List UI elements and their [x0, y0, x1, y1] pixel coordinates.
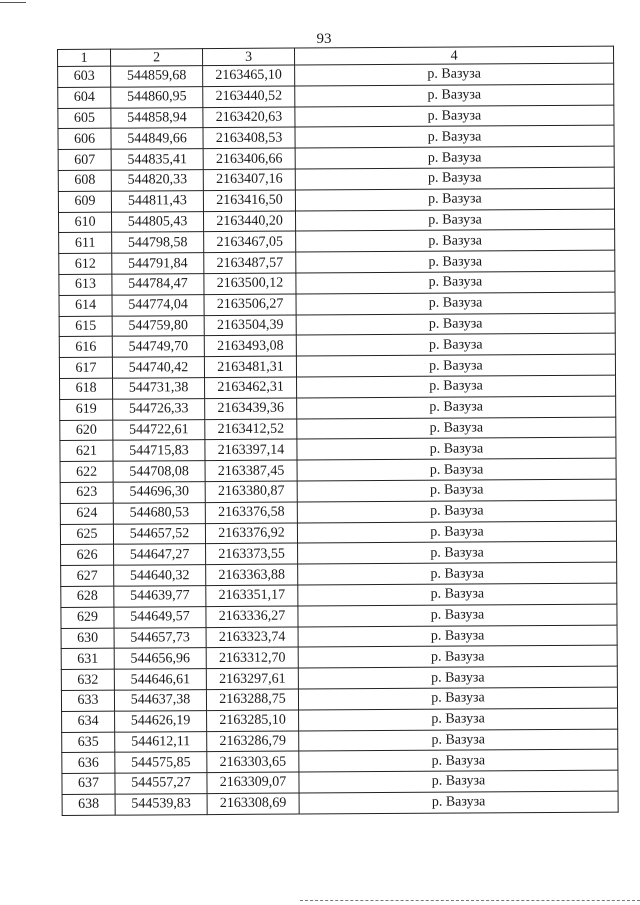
description-cell: р. Вазуза [299, 708, 618, 731]
point-number-cell: 636 [62, 752, 115, 773]
x-coordinate-cell: 544858,94 [111, 107, 203, 128]
point-number-cell: 607 [58, 149, 111, 170]
description-cell: р. Вазуза [297, 417, 616, 440]
table-body [58, 63, 619, 815]
column-header: 1 [58, 49, 111, 66]
x-coordinate-cell: 544811,43 [111, 190, 203, 211]
y-coordinate-cell: 2163376,92 [205, 523, 297, 544]
y-coordinate-cell: 2163493,08 [204, 335, 296, 356]
description-cell: р. Вазуза [296, 354, 615, 377]
description-cell: р. Вазуза [296, 313, 615, 336]
point-number-cell: 610 [58, 212, 111, 233]
point-number-cell: 628 [61, 586, 114, 607]
y-coordinate-cell: 2163406,66 [203, 148, 295, 169]
description-cell: р. Вазуза [296, 292, 615, 315]
description-cell: р. Вазуза [297, 458, 616, 481]
description-cell: р. Вазуза [298, 604, 617, 627]
point-number-cell: 626 [61, 544, 114, 565]
column-header: 3 [203, 48, 295, 66]
table-container [57, 46, 618, 816]
x-coordinate-cell: 544740,42 [112, 357, 204, 378]
x-coordinate-cell: 544835,41 [111, 149, 203, 170]
x-coordinate-cell: 544798,58 [112, 232, 204, 253]
column-header: 4 [294, 46, 613, 65]
description-cell: р. Вазуза [298, 645, 617, 668]
y-coordinate-cell: 2163297,61 [206, 668, 298, 689]
x-coordinate-cell: 544696,30 [113, 482, 205, 503]
x-coordinate-cell: 544640,32 [114, 565, 206, 586]
y-coordinate-cell: 2163407,16 [203, 169, 295, 190]
description-cell: р. Вазуза [295, 146, 614, 169]
x-coordinate-cell: 544859,68 [111, 66, 203, 87]
x-coordinate-cell: 544715,83 [113, 440, 205, 461]
y-coordinate-cell: 2163387,45 [205, 460, 297, 481]
y-coordinate-cell: 2163439,36 [205, 398, 297, 419]
bottom-rule [300, 900, 640, 901]
x-coordinate-cell: 544657,52 [113, 523, 205, 544]
description-cell: р. Вазуза [296, 333, 615, 356]
x-coordinate-cell: 544805,43 [111, 211, 203, 232]
point-number-cell: 614 [59, 295, 112, 316]
description-cell: р. Вазуза [295, 63, 614, 86]
y-coordinate-cell: 2163303,65 [207, 751, 299, 772]
y-coordinate-cell: 2163380,87 [205, 481, 297, 502]
description-cell: р. Вазуза [297, 375, 616, 398]
y-coordinate-cell: 2163440,20 [203, 211, 295, 232]
point-number-cell: 624 [60, 503, 113, 524]
description-cell: р. Вазуза [299, 729, 618, 752]
y-coordinate-cell: 2163286,79 [207, 731, 299, 752]
x-coordinate-cell: 544647,27 [114, 544, 206, 565]
description-cell: р. Вазуза [295, 209, 614, 232]
x-coordinate-cell: 544539,83 [115, 793, 207, 814]
y-coordinate-cell: 2163308,69 [207, 793, 299, 814]
point-number-cell: 629 [61, 607, 114, 628]
x-coordinate-cell: 544646,61 [114, 669, 206, 690]
y-coordinate-cell: 2163500,12 [204, 273, 296, 294]
y-coordinate-cell: 2163416,50 [203, 190, 295, 211]
point-number-cell: 622 [60, 461, 113, 482]
y-coordinate-cell: 2163288,75 [206, 689, 298, 710]
description-cell: р. Вазуза [299, 791, 618, 814]
y-coordinate-cell: 2163309,07 [207, 772, 299, 793]
y-coordinate-cell: 2163351,17 [206, 585, 298, 606]
x-coordinate-cell: 544708,08 [113, 461, 205, 482]
point-number-cell: 605 [58, 108, 111, 129]
description-cell: р. Вазуза [298, 583, 617, 606]
y-coordinate-cell: 2163336,27 [206, 606, 298, 627]
description-cell: р. Вазуза [298, 666, 617, 689]
description-cell: р. Вазуза [298, 687, 617, 710]
description-cell: р. Вазуза [297, 500, 616, 523]
description-cell: р. Вазуза [295, 188, 614, 211]
point-number-cell: 618 [60, 378, 113, 399]
point-number-cell: 621 [60, 441, 113, 462]
point-number-cell: 611 [59, 233, 112, 254]
point-number-cell: 623 [60, 482, 113, 503]
point-number-cell: 609 [58, 191, 111, 212]
point-number-cell: 613 [59, 274, 112, 295]
x-coordinate-cell: 544557,27 [115, 773, 207, 794]
x-coordinate-cell: 544820,33 [111, 170, 203, 191]
table-row [62, 791, 618, 815]
point-number-cell: 606 [58, 129, 111, 150]
x-coordinate-cell: 544749,70 [112, 336, 204, 357]
x-coordinate-cell: 544849,66 [111, 128, 203, 149]
point-number-cell: 617 [59, 357, 112, 378]
point-number-cell: 635 [62, 732, 115, 753]
y-coordinate-cell: 2163467,05 [204, 231, 296, 252]
point-number-cell: 603 [58, 66, 111, 87]
y-coordinate-cell: 2163440,52 [203, 86, 295, 107]
x-coordinate-cell: 544649,57 [114, 606, 206, 627]
y-coordinate-cell: 2163506,27 [204, 294, 296, 315]
x-coordinate-cell: 544612,11 [115, 731, 207, 752]
x-coordinate-cell: 544731,38 [113, 378, 205, 399]
description-cell: р. Вазуза [299, 749, 618, 772]
description-cell: р. Вазуза [296, 271, 615, 294]
y-coordinate-cell: 2163408,53 [203, 127, 295, 148]
x-coordinate-cell: 544860,95 [111, 86, 203, 107]
point-number-cell: 615 [59, 316, 112, 337]
x-coordinate-cell: 544784,47 [112, 274, 204, 295]
description-cell: р. Вазуза [296, 250, 615, 273]
y-coordinate-cell: 2163487,57 [204, 252, 296, 273]
x-coordinate-cell: 544722,61 [113, 419, 205, 440]
point-number-cell: 631 [61, 648, 114, 669]
description-cell: р. Вазуза [297, 437, 616, 460]
x-coordinate-cell: 544791,84 [112, 253, 204, 274]
point-number-cell: 630 [61, 628, 114, 649]
y-coordinate-cell: 2163312,70 [206, 647, 298, 668]
x-coordinate-cell: 544639,77 [114, 586, 206, 607]
y-coordinate-cell: 2163285,10 [207, 710, 299, 731]
x-coordinate-cell: 544759,80 [112, 315, 204, 336]
y-coordinate-cell: 2163397,14 [205, 439, 297, 460]
y-coordinate-cell: 2163462,31 [205, 377, 297, 398]
y-coordinate-cell: 2163376,58 [205, 502, 297, 523]
corner-rule [0, 2, 26, 3]
description-cell: р. Вазуза [297, 479, 616, 502]
description-cell: р. Вазуза [298, 625, 617, 648]
point-number-cell: 620 [60, 420, 113, 441]
x-coordinate-cell: 544657,73 [114, 627, 206, 648]
description-cell: р. Вазуза [295, 84, 614, 107]
y-coordinate-cell: 2163465,10 [203, 65, 295, 86]
x-coordinate-cell: 544637,38 [114, 690, 206, 711]
point-number-cell: 632 [61, 669, 114, 690]
y-coordinate-cell: 2163481,31 [204, 356, 296, 377]
description-cell: р. Вазуза [297, 396, 616, 419]
y-coordinate-cell: 2163412,52 [205, 419, 297, 440]
point-number-cell: 616 [59, 337, 112, 358]
description-cell: р. Вазуза [297, 521, 616, 544]
description-cell: р. Вазуза [298, 562, 617, 585]
x-coordinate-cell: 544774,04 [112, 294, 204, 315]
x-coordinate-cell: 544656,96 [114, 648, 206, 669]
point-number-cell: 633 [61, 690, 114, 711]
description-cell: р. Вазуза [295, 167, 614, 190]
description-cell: р. Вазуза [299, 770, 618, 793]
y-coordinate-cell: 2163504,39 [204, 315, 296, 336]
point-number-cell: 634 [62, 711, 115, 732]
x-coordinate-cell: 544680,53 [113, 502, 205, 523]
point-number-cell: 604 [58, 87, 111, 108]
x-coordinate-cell: 544726,33 [113, 398, 205, 419]
description-cell: р. Вазуза [295, 105, 614, 128]
coordinates-table [57, 46, 619, 816]
page-number: 93 [316, 31, 332, 47]
y-coordinate-cell: 2163323,74 [206, 627, 298, 648]
y-coordinate-cell: 2163420,63 [203, 107, 295, 128]
description-cell: р. Вазуза [296, 229, 615, 252]
point-number-cell: 627 [61, 565, 114, 586]
y-coordinate-cell: 2163373,55 [206, 543, 298, 564]
point-number-cell: 612 [59, 253, 112, 274]
x-coordinate-cell: 544626,19 [115, 710, 207, 731]
description-cell: р. Вазуза [298, 541, 617, 564]
point-number-cell: 637 [62, 773, 115, 794]
x-coordinate-cell: 544575,85 [115, 752, 207, 773]
column-header: 2 [111, 49, 203, 67]
point-number-cell: 638 [62, 794, 115, 815]
y-coordinate-cell: 2163363,88 [206, 564, 298, 585]
point-number-cell: 619 [60, 399, 113, 420]
description-cell: р. Вазуза [295, 125, 614, 148]
point-number-cell: 608 [58, 170, 111, 191]
point-number-cell: 625 [60, 524, 113, 545]
